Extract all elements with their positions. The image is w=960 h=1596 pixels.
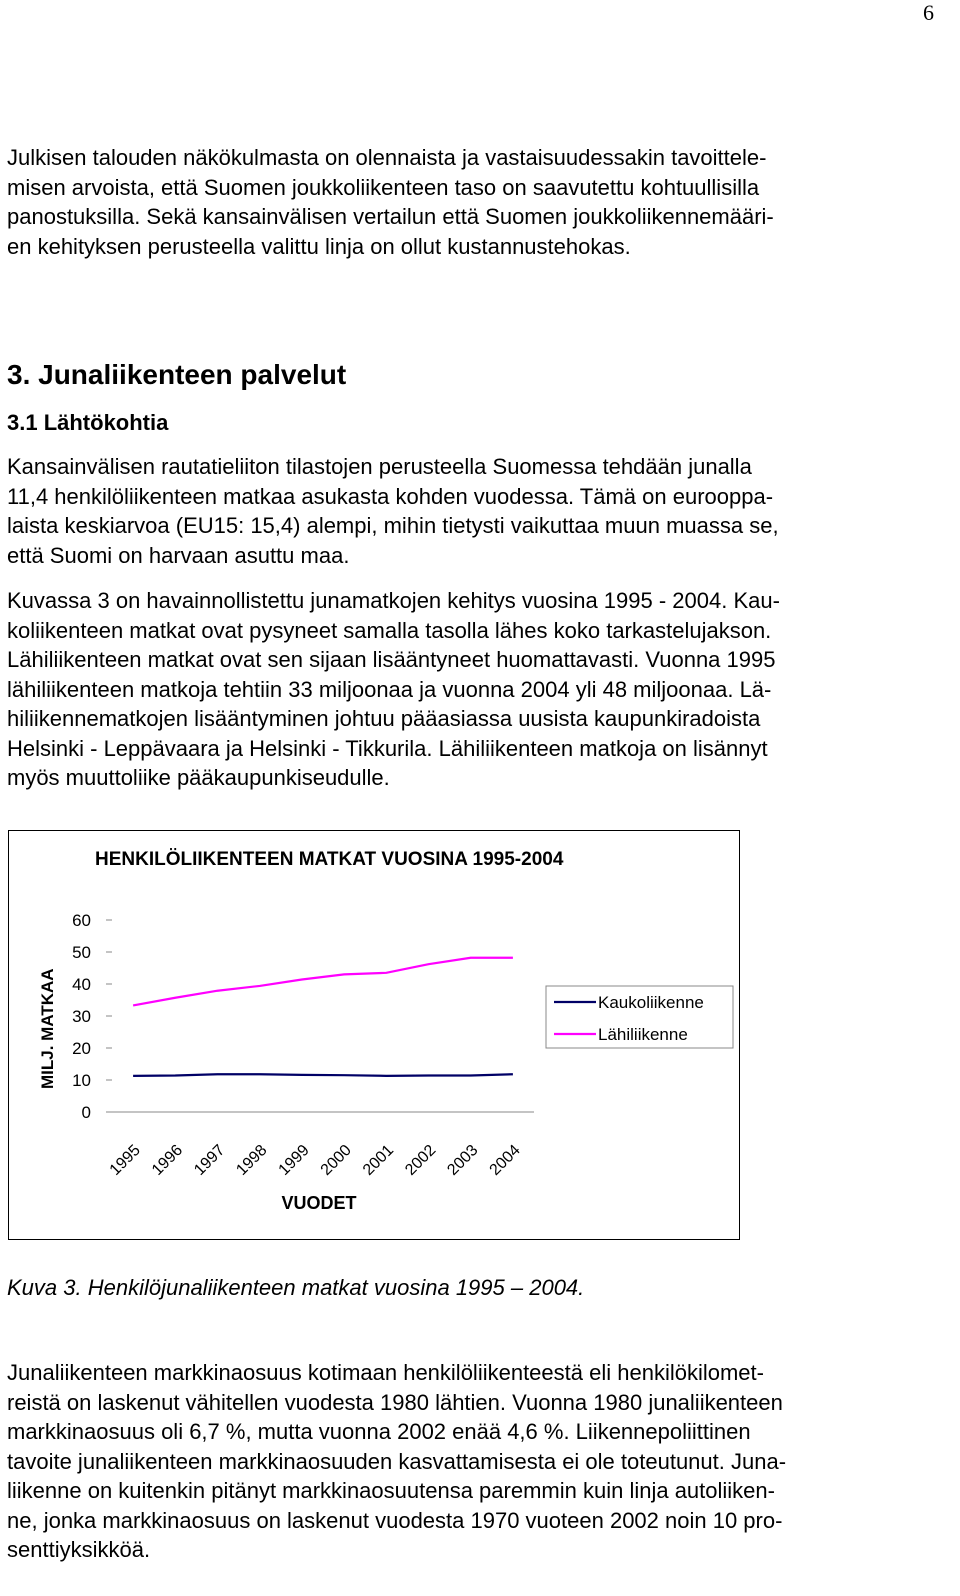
text-line: markkinaosuus oli 6,7 %, mutta vuonna 2002 enää 4,6 %. Liikennepoliittinen — [7, 1419, 751, 1444]
text-line: tavoite junaliikenteen markkinaosuuden kasvattamisesta ei ole toteutunut. Juna- — [7, 1448, 787, 1474]
y-tick-label: 60 — [72, 911, 91, 930]
x-tick-label: 1999 — [275, 1141, 313, 1179]
y-tick-label: 10 — [72, 1071, 91, 1090]
x-tick-label: 2002 — [402, 1141, 440, 1179]
y-tick-label: 40 — [72, 975, 91, 994]
text-line: Kansainvälisen rautatieliiton tilastojen perusteella Suomessa tehdään junalla — [7, 454, 752, 479]
y-tick-label: 0 — [81, 1103, 91, 1122]
intro-paragraph — [7, 143, 951, 261]
y-tick-label: 50 — [72, 943, 91, 962]
text-line: liikenne on kuitenkin pitänyt markkinaosuutensa paremmin kuin linja autoliiken- — [7, 1478, 775, 1503]
text-line: en kehityksen perusteella valittu linja on ollut kustannustehokas. — [7, 233, 631, 259]
text-line: Lähiliikenteen matkat ovat sen sijaan lisääntyneet huomattavasti. Vuonna 1995 — [7, 647, 776, 672]
text-line: myös muuttoliike pääkaupunkiseudulle. — [7, 765, 390, 790]
text-line: koliikenteen matkat ovat pysyneet samalla tasolla lähes koko tarkastelujakson. — [7, 617, 772, 643]
chart-title: HENKILÖLIIKENTEEN MATKAT VUOSINA 1995-2004 — [95, 849, 564, 870]
text-line: laista keskiarvoa (EU15: 15,4) alempi, mihin tietysti vaikuttaa muun muassa se, — [7, 513, 779, 538]
text-line: lähiliikenteen matkoja tehtiin 33 miljoonaa ja vuonna 2004 yli 48 miljoonaa. Lä- — [7, 676, 772, 702]
paragraph-1 — [7, 452, 951, 570]
paragraph-2 — [7, 586, 951, 793]
y-axis-label: MILJ. MATKAA — [38, 968, 57, 1089]
x-tick-label: 2004 — [486, 1141, 524, 1179]
y-tick-label: 20 — [72, 1039, 91, 1058]
series-line-1 — [133, 958, 513, 1006]
x-tick-label: 2000 — [317, 1141, 355, 1179]
x-tick-label: 2003 — [444, 1141, 482, 1179]
text-line: senttiyksikköä. — [7, 1537, 151, 1562]
text-line: reistä on laskenut vähitellen vuodesta 1980 lähtien. Vuonna 1980 junaliikenteen — [7, 1389, 783, 1415]
legend-label: Lähiliikenne — [598, 1025, 688, 1044]
text-line: misen arvoista, että Suomen joukkoliikenteen taso on saavutettu kohtuullisilla — [7, 174, 760, 200]
page-number: 6 — [923, 0, 934, 25]
x-tick-label: 1996 — [148, 1141, 187, 1179]
y-tick-label: 30 — [72, 1007, 91, 1026]
line-chart — [9, 831, 741, 1241]
subsection-heading: 3.1 Lähtökohtia — [7, 410, 169, 435]
text-line: ne, jonka markkinaosuus on laskenut vuodesta 1970 vuoteen 2002 noin 10 pro- — [7, 1507, 783, 1533]
paragraph-3 — [7, 1358, 951, 1565]
x-axis-label: VUODET — [281, 1193, 357, 1213]
x-tick-label: 1997 — [191, 1141, 229, 1179]
section-heading: 3. Junaliikenteen palvelut — [7, 359, 347, 390]
text-line: hiliikennematkojen lisääntyminen johtuu pääasiassa uusista kaupunkiradoista — [7, 706, 761, 731]
text-line: Julkisen talouden näkökulmasta on olennaista ja vastaisuudessakin tavoittele- — [7, 145, 767, 170]
text-line: panostuksilla. Sekä kansainvälisen vertailun että Suomen joukkoliikennemääri- — [7, 204, 774, 229]
text-line: Junaliikenteen markkinaosuus kotimaan henkilöliikenteestä eli henkilökilomet- — [7, 1360, 764, 1385]
text-line: 11,4 henkilöliikenteen matkaa asukasta kohden vuodessa. Tämä on eurooppa- — [7, 483, 774, 509]
series-line-0 — [133, 1074, 513, 1076]
chart-frame — [8, 830, 740, 1240]
x-tick-label: 1998 — [233, 1141, 271, 1179]
figure-caption: Kuva 3. Henkilöjunaliikenteen matkat vuosina 1995 – 2004. — [7, 1275, 585, 1300]
text-line: Helsinki - Leppävaara ja Helsinki - Tikkurila. Lähiliikenteen matkoja on lisännyt — [7, 735, 768, 761]
x-tick-label: 1995 — [106, 1141, 144, 1179]
legend-label: Kaukoliikenne — [598, 993, 704, 1012]
text-line: Kuvassa 3 on havainnollistettu junamatkojen kehitys vuosina 1995 - 2004. Kau- — [7, 588, 780, 613]
x-tick-label: 2001 — [359, 1141, 398, 1179]
text-line: että Suomi on harvaan asuttu maa. — [7, 542, 350, 568]
